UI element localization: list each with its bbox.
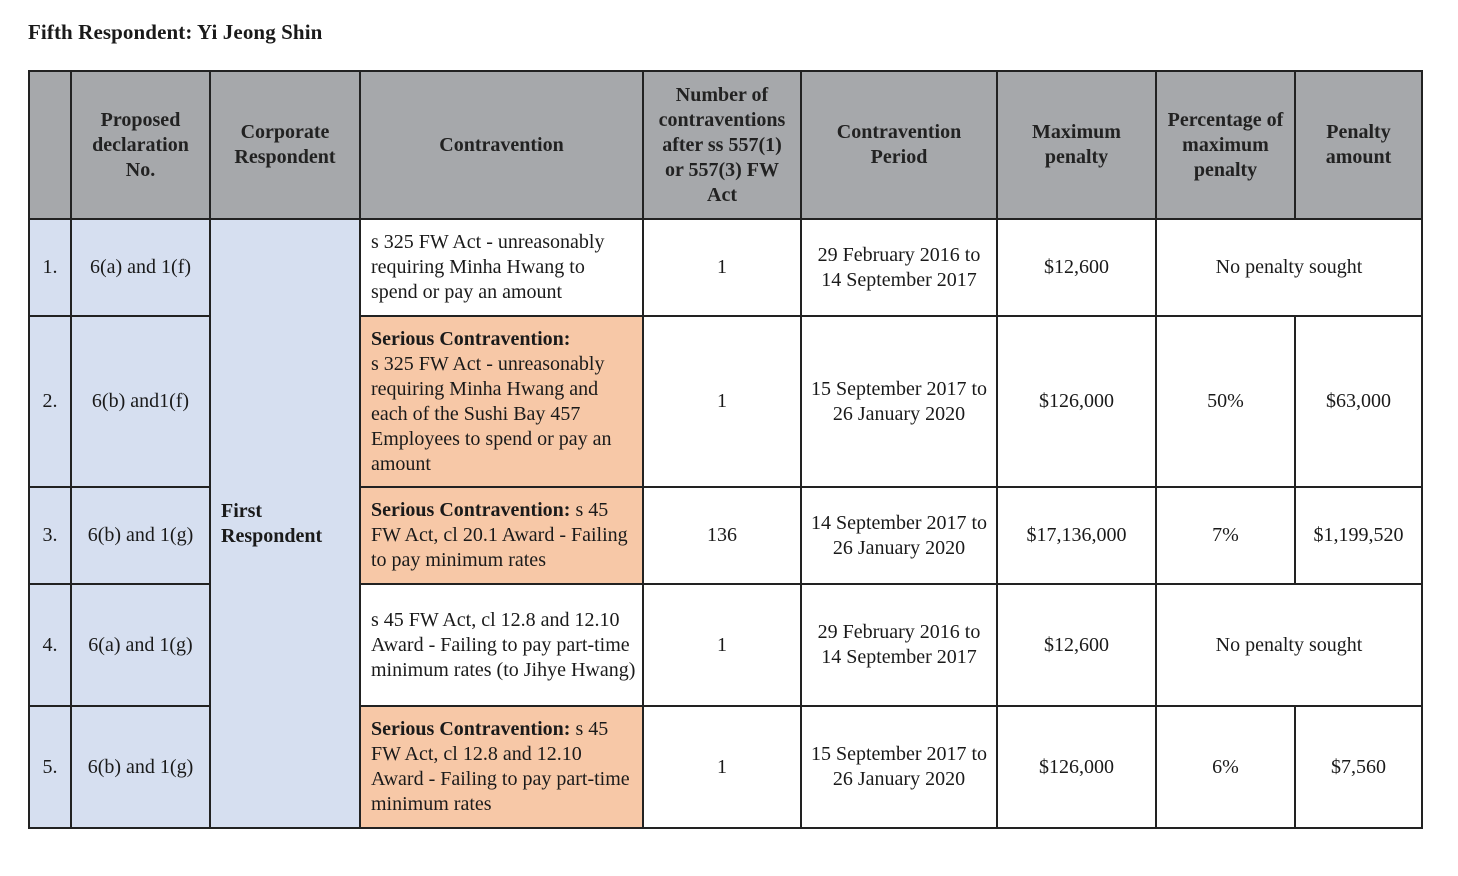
col-header-percentage: Percentage of maximum penalty [1156, 71, 1295, 219]
count-cell: 1 [643, 316, 801, 487]
contravention-text: s 325 FW Act - unreasonably requiring Minha Hwang and each of the Sushi Bay 457 Employees to spend or pay an amount [371, 352, 612, 475]
serious-contravention-label: Serious Contravention: [371, 718, 571, 740]
header-row [29, 71, 1422, 219]
col-header-max-penalty: Maximum penalty [997, 71, 1156, 219]
period-cell: 29 February 2016 to 14 September 2017 [801, 219, 997, 316]
table-row [29, 219, 1422, 316]
corporate-respondent-cell: First Respondent [210, 219, 360, 828]
col-header-corporate: Corporate Respondent [210, 71, 360, 219]
no-penalty-cell: No penalty sought [1156, 584, 1422, 706]
col-header-contravention: Contravention [360, 71, 643, 219]
declaration-cell: 6(b) and1(f) [71, 316, 210, 487]
row-number: 5. [29, 706, 71, 828]
contravention-text: s 45 FW Act, cl 12.8 and 12.10 Award - Failing to pay part-time minimum rates (to Jihye Hwang) [371, 608, 636, 681]
row-number: 4. [29, 584, 71, 706]
contravention-cell [360, 219, 643, 316]
contravention-cell [360, 316, 643, 487]
no-penalty-cell: No penalty sought [1156, 219, 1422, 316]
contravention-text: s 45 FW Act, cl 20.1 Award - Failing to pay minimum rates [371, 499, 628, 571]
col-header-num [29, 71, 71, 219]
percentage-cell: 7% [1156, 487, 1295, 584]
row-number: 2. [29, 316, 71, 487]
row-number: 1. [29, 219, 71, 316]
period-cell: 29 February 2016 to 14 September 2017 [801, 584, 997, 706]
contravention-cell [360, 706, 643, 828]
max-penalty-cell: $17,136,000 [997, 487, 1156, 584]
count-cell: 1 [643, 706, 801, 828]
period-cell: 14 September 2017 to 26 January 2020 [801, 487, 997, 584]
penalty-amount-cell: $1,199,520 [1295, 487, 1422, 584]
percentage-cell: 50% [1156, 316, 1295, 487]
max-penalty-cell: $126,000 [997, 316, 1156, 487]
col-header-declaration: Proposed declaration No. [71, 71, 210, 219]
percentage-cell: 6% [1156, 706, 1295, 828]
declaration-cell: 6(b) and 1(g) [71, 487, 210, 584]
contravention-text: s 45 FW Act, cl 12.8 and 12.10 Award - Failing to pay part-time minimum rates [371, 718, 630, 815]
penalty-table [28, 70, 1423, 829]
declaration-cell: 6(b) and 1(g) [71, 706, 210, 828]
period-cell: 15 September 2017 to 26 January 2020 [801, 706, 997, 828]
max-penalty-cell: $12,600 [997, 219, 1156, 316]
max-penalty-cell: $126,000 [997, 706, 1156, 828]
count-cell: 136 [643, 487, 801, 584]
serious-contravention-label: Serious Contravention: [371, 327, 571, 350]
row-number: 3. [29, 487, 71, 584]
max-penalty-cell: $12,600 [997, 584, 1156, 706]
contravention-cell [360, 487, 643, 584]
col-header-count: Number of contraventions after ss 557(1) or 557(3) FW Act [643, 71, 801, 219]
penalty-amount-cell: $63,000 [1295, 316, 1422, 487]
contravention-cell [360, 584, 643, 706]
penalty-amount-cell: $7,560 [1295, 706, 1422, 828]
col-header-penalty-amount: Penalty amount [1295, 71, 1422, 219]
contravention-text: s 325 FW Act - unreasonably requiring Minha Hwang to spend or pay an amount [371, 231, 605, 303]
count-cell: 1 [643, 584, 801, 706]
period-cell: 15 September 2017 to 26 January 2020 [801, 316, 997, 487]
page-title: Fifth Respondent: Yi Jeong Shin [28, 20, 323, 44]
count-cell: 1 [643, 219, 801, 316]
declaration-cell: 6(a) and 1(f) [71, 219, 210, 316]
col-header-period: Contravention Period [801, 71, 997, 219]
declaration-cell: 6(a) and 1(g) [71, 584, 210, 706]
serious-contravention-label: Serious Contravention: [371, 499, 571, 521]
